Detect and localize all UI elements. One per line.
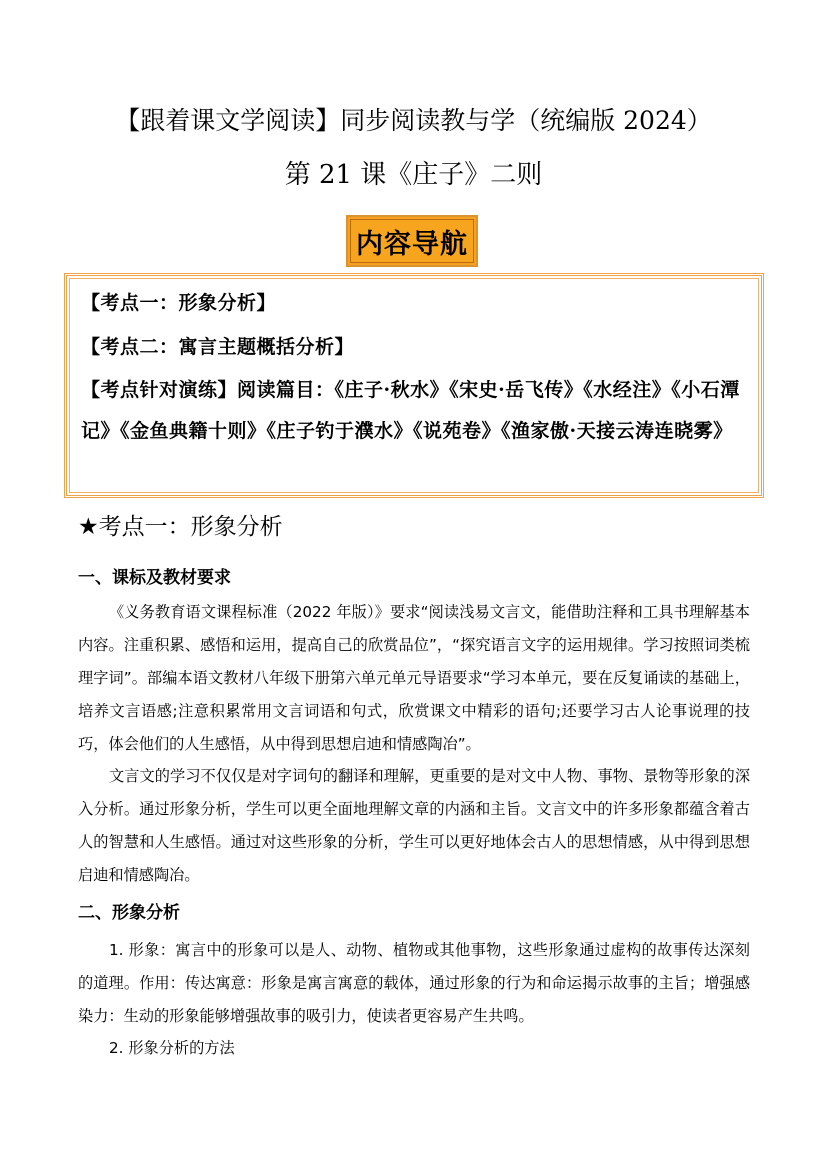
subsection-heading-2: 二、形象分析 <box>78 903 180 923</box>
paragraph-point-2: 2. 形象分析的方法 <box>109 1039 235 1057</box>
content-nav-box <box>64 273 764 498</box>
nav-item-point-1: 【考点一：形象分析】 <box>81 292 277 314</box>
section-heading-text: 考点一：形象分析 <box>98 514 283 540</box>
paragraph-point-1: 1. 形象：寓言中的形象可以是人、动物、植物或其他事物，这些形象通过虚构的故事传达深刻的道理。作用：传达寓意：形象是寓言寓意的载体，通过形象的行为和命运揭示故事的主旨；增强感染力：生动的形象能够增强故事的吸引力，使读者更容易产生共鸣。 <box>78 941 750 1025</box>
star-icon: ★ <box>78 514 99 540</box>
nav-item-point-2: 【考点二：寓言主题概括分析】 <box>81 336 355 358</box>
content-nav-badge-label: 内容导航 <box>350 219 474 263</box>
section-heading <box>78 510 283 544</box>
paragraph-curriculum: 《义务教育语文课程标准（2022 年版）》要求“阅读浅易文言文，能借助注释和工具书理解基本内容。注重积累、感悟和运用，提高自己的欣赏品位”，“探究语言文字的运用规律。学习按照词类梳理字词”。部编本语文教材八年级下册第六单元单元导语要求“学习本单元，要在反复诵读的基础上，培养文言语感;注意积累常用文言词语和句式，欣赏课文中精彩的语句;还要学习古人论事说理的技巧，体会他们的人生感悟，从中得到思想启迪和情感陶冶”。 <box>78 603 750 753</box>
content-nav-badge <box>346 215 478 267</box>
nav-item-practice: 【考点针对演练】阅读篇目：《庄子·秋水》《宋史·岳飞传》《水经注》《小石潭记》《金鱼典籍十则》《庄子钓于濮水》《说苑卷》《渔家傲·天接云涛连晓雾》 <box>81 379 740 442</box>
lesson-title: 第 21 课《庄子》二则 <box>284 160 543 190</box>
subsection-heading-1: 一、课标及教材要求 <box>78 568 231 588</box>
series-title: 【跟着课文学阅读】同步阅读教与学（统编版 2024） <box>115 106 712 135</box>
paragraph-image-analysis: 文言文的学习不仅仅是对字词句的翻译和理解，更重要的是对文中人物、事物、景物等形象的深入分析。通过形象分析，学生可以更全面地理解文章的内涵和主旨。文言文中的许多形象都蕴含着古人的智慧和人生感悟。通过对这些形象的分析，学生可以更好地体会古人的思想情感，从中得到思想启迪和情感陶冶。 <box>78 767 750 884</box>
